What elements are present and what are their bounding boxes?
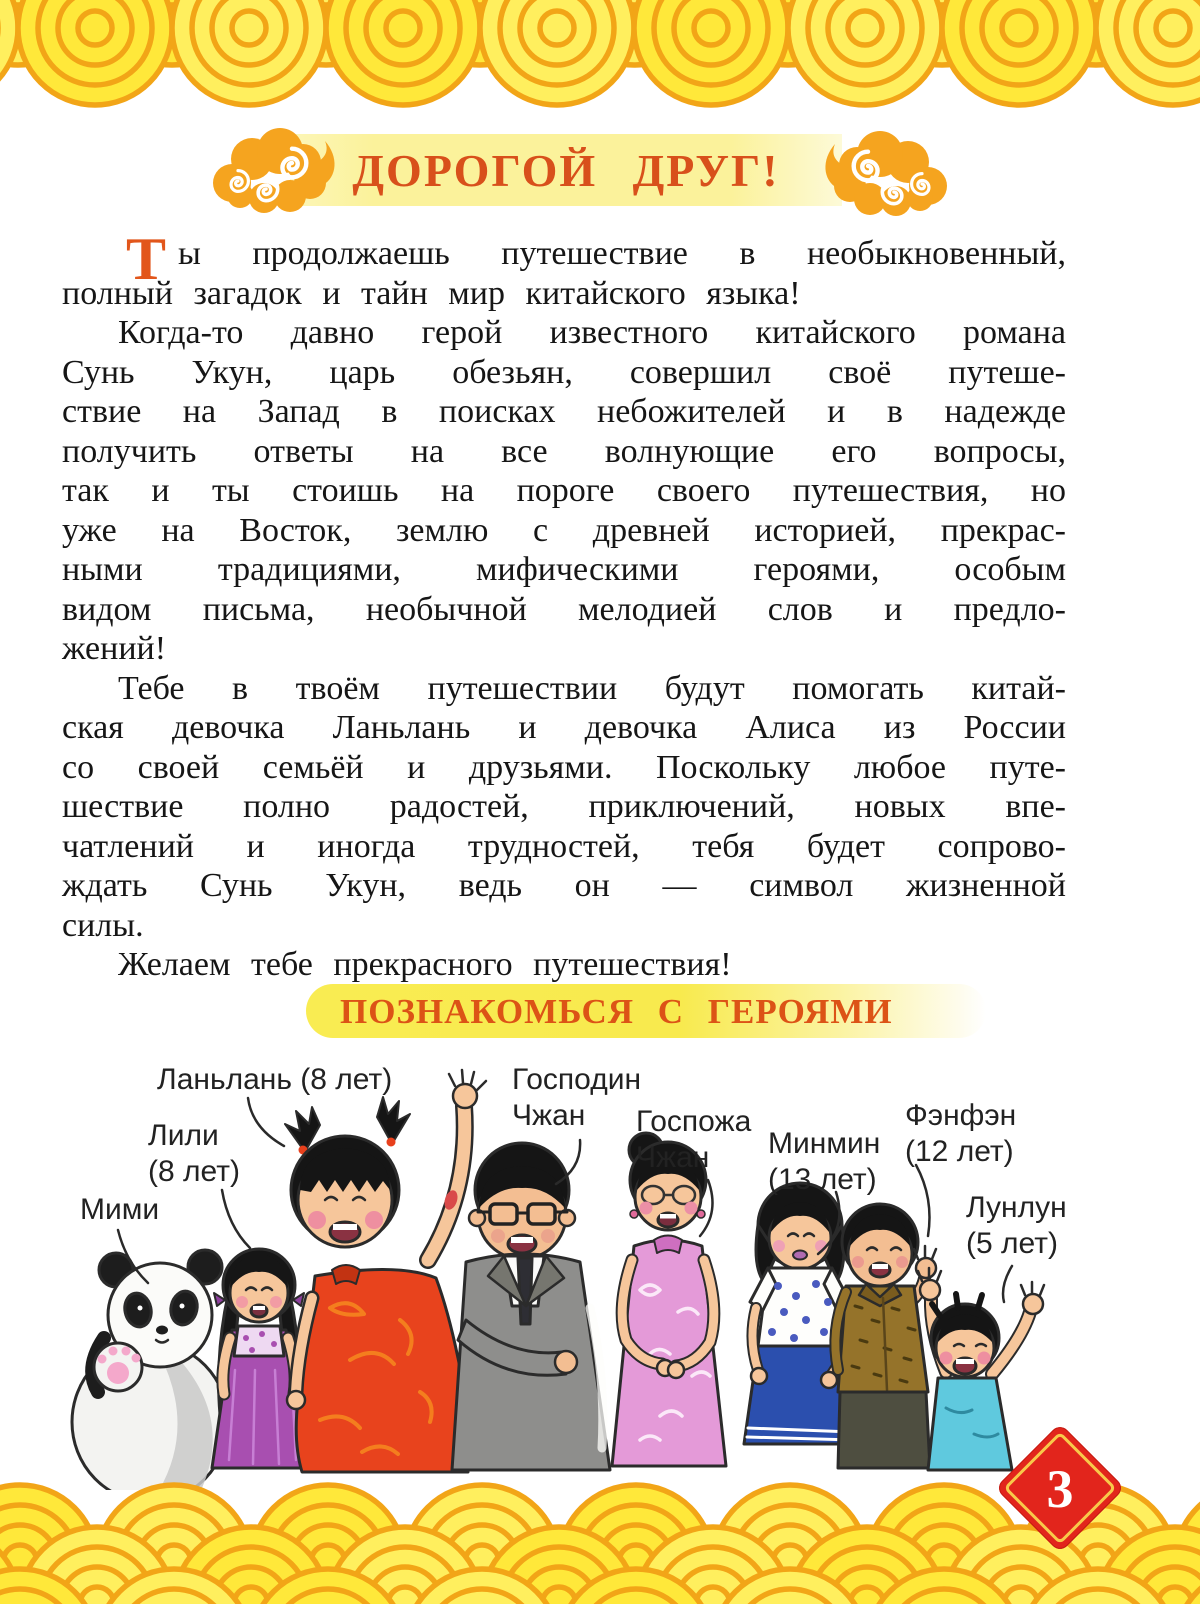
page-number: 3: [1046, 1459, 1074, 1519]
body-line: так и ты стоишь на пороге своего путешествия, но: [62, 472, 1066, 509]
body-line: ы продолжаешь путешествие в необыкновенный,: [178, 235, 1066, 272]
body-line: ствие на Запад в поисках небожителей и в надежде: [62, 393, 1066, 430]
character-lunlun: [918, 1268, 1044, 1470]
leader-lanlan: [248, 1098, 284, 1146]
page-title: ДОРОГОЙ ДРУГ!: [352, 145, 780, 196]
characters-illustration: [0, 1040, 1200, 1490]
character-label-mr-zhang: Господин Чжан: [512, 1063, 642, 1132]
character-mimi-panda: [72, 1250, 228, 1490]
body-line: видом письма, необычной мелодией слов и предло-: [62, 590, 1066, 628]
body-line: со своей семьёй и друзьями. Поскольку любое путе-: [62, 748, 1066, 786]
dropcap-letter: Т: [126, 226, 167, 292]
body-line: ждать Сунь Укун, ведь он — символ жизненной: [62, 867, 1066, 904]
top-border-pattern: [0, 0, 1200, 112]
leader-lili: [222, 1190, 250, 1248]
heroes-section-banner: [306, 984, 986, 1038]
body-line: чатлений и иногда трудностей, тебя будет сопрово-: [62, 827, 1066, 865]
cloud-icon-right: [825, 131, 947, 216]
character-label-lunlun: Лунлун (5 лет): [966, 1191, 1067, 1260]
body-line: ская девочка Ланьлань и девочка Алиса из России: [62, 709, 1066, 746]
body-line: Когда-то давно герой известного китайского романа: [118, 314, 1066, 351]
cloud-icon-left: [213, 128, 335, 213]
heroes-section-title: ПОЗНАКОМЬСЯ С ГЕРОЯМИ: [340, 992, 893, 1031]
body-line: полный загадок и тайн мир китайского языка!: [62, 274, 801, 312]
title-clouds: [0, 128, 1200, 224]
character-label-lili: Лили (8 лет): [148, 1119, 240, 1188]
character-label-fenfen: Фэнфэн (12 лет): [905, 1099, 1017, 1168]
body-line: получить ответы на все волнующие его вопросы,: [62, 432, 1066, 470]
character-label-mrs-zhang: Госпожа Чжан: [636, 1105, 752, 1174]
body-line: Сунь Укун, царь обезьян, совершил своё путеше-: [62, 353, 1066, 391]
page-number-badge: [995, 1423, 1125, 1553]
body-line: Тебе в твоём путешествии будут помогать китай-: [118, 669, 1066, 707]
character-label-mimi: Мими: [80, 1193, 160, 1226]
body-line: жений!: [62, 630, 167, 667]
body-line: Желаем тебе прекрасного путешествия!: [118, 946, 732, 983]
character-mr-zhang: [452, 1143, 610, 1470]
body-line: ными традициями, мифическими героями, особым: [62, 551, 1066, 588]
body-line: уже на Восток, землю с древней историей, прекрас-: [62, 511, 1066, 549]
intro-text: [62, 226, 1066, 985]
leader-lunlun: [1003, 1266, 1012, 1302]
character-label-minmin: Минмин (13 лет): [768, 1127, 881, 1196]
character-label-lanlan: Ланьлань (8 лет): [157, 1063, 393, 1096]
body-line: силы.: [62, 906, 144, 944]
leader-fenfen: [916, 1165, 930, 1236]
body-line: шествие полно радостей, приключений, новых впе-: [62, 788, 1066, 825]
character-fenfen: [835, 1204, 936, 1468]
